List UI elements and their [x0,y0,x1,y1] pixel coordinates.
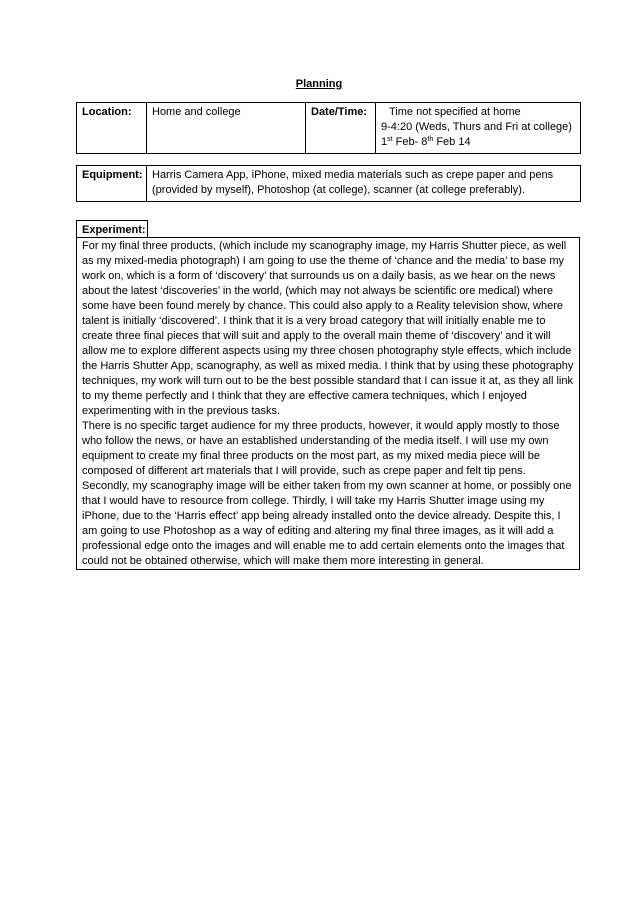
datetime-line-3: 1st Feb- 8th Feb 14 [381,136,471,148]
equipment-value: Harris Camera App, iPhone, mixed media materials such as crepe paper and pens (provided by myself), Photoshop (at college), scanner (at college preferably). [147,166,581,202]
experiment-body [76,237,580,570]
datetime-label: Date/Time: [306,103,376,154]
location-value: Home and college [147,103,306,154]
experiment-paragraph-1: For my final three products, (which include my scanography image, my Harris Shutter piece, as well as my mixed-media photograph) I am going to use the theme of ‘chance and the media’ to base my work on, which is a form of ‘discovery’ that surrounds us on a daily basis, as we hear on the news about the latest ‘discoveries’ in the world, (which may not always be scientific ore medical) where some have been found merely by chance. This could also apply to a Reality television show, where talent is initially ‘discovered’. I think that it is a very broad category that will initially enable me to create three final pieces that will suit and apply to the overall main theme of ‘discovery’ and it will allow me to explore different aspects using my three chosen photography style effects, which include the Harris Shutter App, scanography, as well as mixed media. I think that by using these photography techniques, my work will turn out to be the best possible standard that I can issue it at, as they all link to my theme perfectly and I think that they are effective camera techniques, which I enjoyed experimenting with in the previous tasks. [82,240,574,417]
page-title: Planning [295,78,343,90]
location-datetime-table [76,102,581,154]
equipment-label: Equipment: [77,166,147,202]
datetime-line-2: 9-4:20 (Weds, Thurs and Fri at college) [381,121,572,133]
location-label: Location: [77,103,147,154]
datetime-value [376,103,581,154]
equipment-table [76,165,581,202]
datetime-line-1: Time not specified at home [389,106,521,118]
experiment-paragraph-2: There is no specific target audience for my three products, however, it would apply mostly to those who follow the news, or have an established understanding of the media itself. I will use my own equipment to create my final three products on the most part, as my mixed media piece will be composed of different art materials that I will provide, such as crepe paper and felt tip pens. Secondly, my scanography image will be either taken from my own scanner at home, or possibly one that I would have to resource from college. Thirdly, I will take my Harris Shutter image using my iPhone, due to the ‘Harris effect’ app being already installed onto the device already. Despite this, I am going to use Photoshop as a way of editing and altering my final three images, as it will add a professional edge onto the images and will enable me to add certain elements onto the images that could not be obtained otherwise, which will make them more interesting in general. [82,420,572,567]
experiment-label: Experiment: [76,220,148,238]
